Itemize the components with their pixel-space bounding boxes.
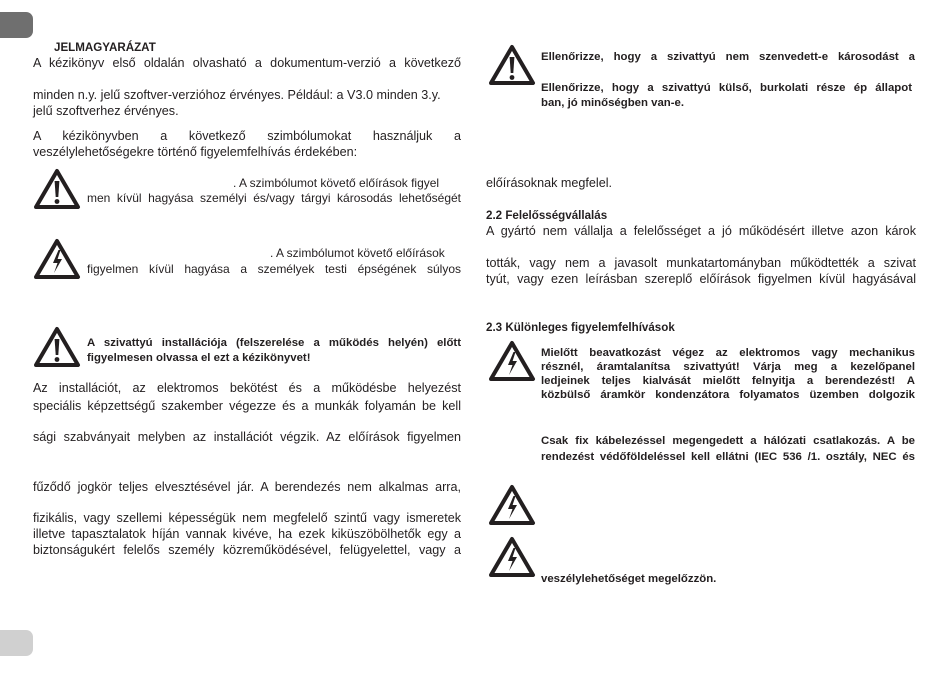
warning-text: . A szimbólumot követő előírások figyel: [233, 176, 440, 190]
warning-text-bold: Mielőtt beavatkozást végez az elektromos vagy mechanikus: [541, 347, 915, 359]
paragraph-line: Az installációt, az elektromos bekötést és a működésbe helyezést: [33, 381, 461, 395]
paragraph-line: jelű szoftverhez érvényes.: [33, 104, 179, 118]
warning-text-bold: Ellenőrizze, hogy a szivattyú külső, burkolati része ép állapot: [541, 82, 912, 94]
warning-text: . A szimbólumot követő előírások: [270, 246, 445, 260]
exclamation-warning-icon: [33, 168, 81, 210]
warning-text-bold: ledjeinek teljes kialvását mielőtt felnyitja a berendezést! A: [541, 375, 915, 387]
warning-text-bold: ban, jó minőségben van-e.: [541, 97, 685, 109]
paragraph-line: illetve tapasztalatok híján vannak kivéve, ha ezek kiküszöbölhetők egy a: [33, 527, 461, 541]
exclamation-warning-icon: [488, 44, 536, 86]
paragraph-line: előírásoknak megfelel.: [486, 176, 613, 190]
paragraph-line: sági szabványait melyben az installációt végzik. Az előírások figyelmen: [33, 430, 461, 444]
paragraph-line: A kézikönyv első oldalán olvasható a dokumentum-verzió a következő: [33, 56, 461, 70]
electric-warning-icon: [488, 484, 536, 526]
warning-text: figyelmen kívül hagyása a személyek testi épségének súlyos: [87, 262, 461, 276]
electric-warning-icon: [488, 536, 536, 578]
warning-text-bold: figyelmesen olvassa el ezt a kézikönyvet!: [87, 352, 311, 364]
warning-text-bold: A szivattyú installációja (felszerelése a működés helyén) előtt: [87, 337, 461, 349]
page-tab-top: [0, 12, 33, 38]
paragraph-line: tyút, vagy ezen leírásban szereplő előírások figyelmen kívül hagyásával: [486, 272, 916, 286]
paragraph-line: veszélylehetőségekre történő figyelemfelhívás érdekében:: [33, 145, 358, 159]
section-heading: JELMAGYARÁZAT: [54, 41, 156, 54]
paragraph-line: fűződő jogkör teljes elvesztésével jár. A berendezés nem alkalmas arra,: [33, 480, 461, 494]
electric-warning-icon: [488, 340, 536, 382]
electric-warning-icon: [33, 238, 81, 280]
section-heading: 2.3 Különleges figyelemfelhívások: [486, 321, 675, 334]
paragraph-line: tották, vagy nem a javasolt munkatartományban működtették a szivat: [486, 256, 916, 270]
paragraph-line: minden n.y. jelű szoftver-verzióhoz érvényes. Például: a V3.0 minden 3.y.: [33, 88, 441, 102]
paragraph-line: biztonságukért felelős személy közreműködésével, felügyelettel, vagy a: [33, 543, 461, 557]
section-heading: 2.2 Felelősségvállalás: [486, 209, 608, 222]
warning-text: men kívül hagyása személyi és/vagy tárgyi károsodás lehetőségét: [87, 191, 461, 205]
warning-text-bold: résznél, áramtalanítsa szivattyút! Várja meg a kezelőpanel: [541, 361, 915, 373]
paragraph-line: speciális képzettségű szakember végezze és a munkák folyamán be kell: [33, 399, 461, 413]
warning-text-bold: rendezést védőföldeléssel kell ellátni (IEC 536 /1. osztály, NEC és: [541, 451, 915, 463]
page-tab-bottom: [0, 630, 33, 656]
paragraph-line: A kézikönyvben a következő szimbólumokat használjuk a: [33, 129, 461, 143]
warning-text-bold: közbülső áramkör kondenzátora folyamatos üzemben dolgozik: [541, 389, 915, 401]
warning-text-bold: veszélylehetőséget megelőzzön.: [541, 573, 717, 585]
warning-text-bold: Ellenőrizze, hogy a szivattyú nem szenvedett-e károsodást a: [541, 51, 915, 63]
paragraph-line: A gyártó nem vállalja a felelősséget a jó működésért illetve azon károk: [486, 224, 916, 238]
warning-text-bold: Csak fix kábelezéssel megengedett a hálózati csatlakozás. A be: [541, 435, 915, 447]
exclamation-warning-icon: [33, 326, 81, 368]
paragraph-line: fizikális, vagy szellemi képességük nem megfelelő szintű vagy ismeretek: [33, 511, 461, 525]
